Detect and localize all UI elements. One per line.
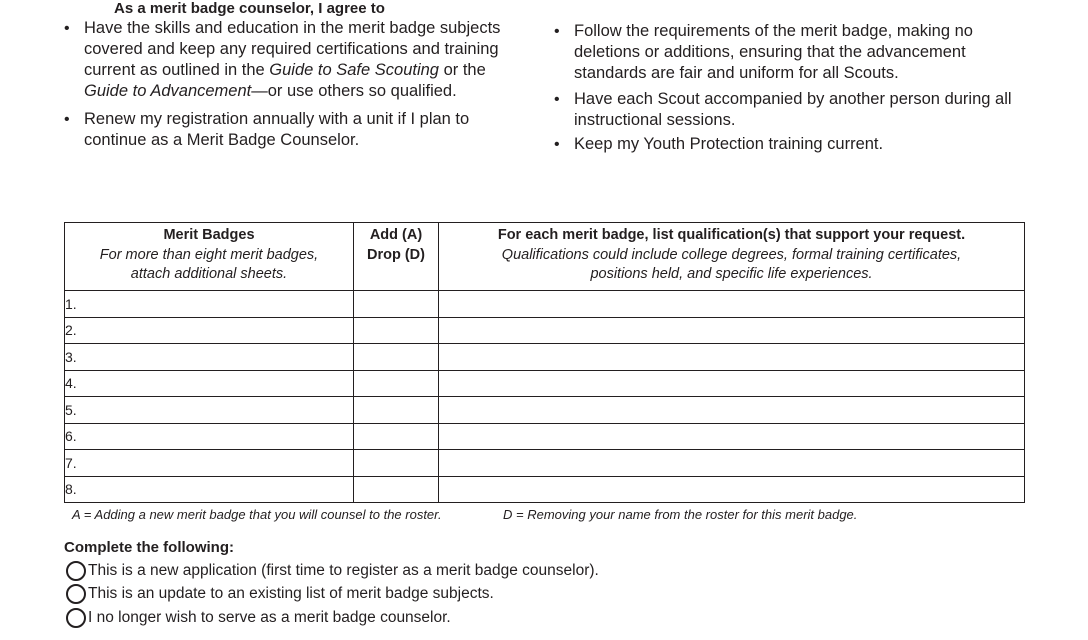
merit-badges-header: [65, 223, 354, 291]
radio-circle-icon[interactable]: [66, 608, 86, 628]
agreement-right-list: [554, 21, 1024, 155]
add-drop-field[interactable]: [354, 317, 439, 344]
qualifications-note-2: positions held, and specific life experiences.: [590, 266, 873, 282]
merit-badge-field[interactable]: 6.: [65, 423, 354, 450]
option-update-list[interactable]: [66, 582, 494, 605]
table-row: [65, 397, 1025, 424]
qualifications-field[interactable]: [439, 397, 1025, 424]
add-drop-header: [354, 223, 439, 291]
radio-circle-icon[interactable]: [66, 561, 86, 581]
option-no-longer-serve[interactable]: [66, 606, 451, 629]
table-row: [65, 450, 1025, 477]
table-row: [65, 423, 1025, 450]
agreement-item-renew: • Renew my registration annually with a unit if I plan to continue as a Merit Badge Counselor.: [64, 109, 524, 151]
add-drop-field[interactable]: [354, 291, 439, 318]
agreement-heading: As a merit badge counselor, I agree to: [114, 0, 385, 17]
complete-following-title: Complete the following:: [64, 539, 234, 556]
merit-badge-field[interactable]: 1.: [65, 291, 354, 318]
guide-safe-scouting-title: Guide to Safe Scouting: [269, 61, 439, 79]
radio-circle-icon[interactable]: [66, 584, 86, 604]
qualifications-field[interactable]: [439, 423, 1025, 450]
merit-badge-field[interactable]: 2.: [65, 317, 354, 344]
agreement-item-accompanied: • Have each Scout accompanied by another person during all instructional sessions.: [554, 89, 1024, 131]
add-drop-field[interactable]: [354, 344, 439, 371]
merit-badges-note-2: attach additional sheets.: [130, 266, 288, 282]
option-new-application[interactable]: [66, 559, 599, 582]
qualifications-field[interactable]: [439, 370, 1025, 397]
table-row: [65, 317, 1025, 344]
merit-badge-field[interactable]: 5.: [65, 397, 354, 424]
qualifications-note-1: Qualifications could include college degrees, formal training certificates,: [501, 246, 962, 263]
option-label: This is a new application (first time to register as a merit badge counselor).: [88, 561, 599, 579]
table-row: [65, 344, 1025, 371]
legend-drop: D = Removing your name from the roster for this merit badge.: [503, 507, 858, 522]
agreement-item-skills: [64, 18, 524, 102]
merit-badges-note-1: For more than eight merit badges,: [99, 246, 319, 263]
table-row: [65, 291, 1025, 318]
add-drop-field[interactable]: [354, 397, 439, 424]
merit-badge-table: [64, 222, 1025, 503]
merit-badge-field[interactable]: 8.: [65, 476, 354, 503]
add-drop-field[interactable]: [354, 370, 439, 397]
qualifications-title: For each merit badge, list qualification(s) that support your request.: [497, 227, 966, 243]
agreement-item-follow-requirements: • Follow the requirements of the merit badge, making no deletions or additions, ensuring that the advancement standards are fair and uniform for all Scouts.: [554, 21, 1024, 84]
merit-badge-field[interactable]: 3.: [65, 344, 354, 371]
option-label: This is an update to an existing list of merit badge subjects.: [88, 584, 494, 602]
qualifications-field[interactable]: [439, 450, 1025, 477]
add-drop-field[interactable]: [354, 423, 439, 450]
merit-badge-field[interactable]: 7.: [65, 450, 354, 477]
add-drop-field[interactable]: [354, 476, 439, 503]
qualifications-field[interactable]: [439, 317, 1025, 344]
qualifications-header: [439, 223, 1025, 291]
qualifications-field[interactable]: [439, 291, 1025, 318]
option-label: I no longer wish to serve as a merit badge counselor.: [88, 608, 451, 626]
qualifications-field[interactable]: [439, 344, 1025, 371]
agreement-item-text: Have the skills and education in the merit badge subjects covered and keep any required certifications and training current as outlined in the: [84, 19, 501, 79]
agreement-left-list: [64, 18, 524, 151]
drop-label: Drop (D): [367, 246, 425, 263]
guide-advancement-title: Guide to Advancement: [84, 82, 252, 100]
agreement-item-youth-protection: • Keep my Youth Protection training current.: [554, 134, 1024, 155]
table-header-row: [65, 223, 1025, 291]
merit-badges-title: Merit Badges: [163, 227, 255, 243]
merit-badge-field[interactable]: 4.: [65, 370, 354, 397]
table-row: [65, 476, 1025, 503]
table-row: [65, 370, 1025, 397]
add-label: Add (A): [369, 227, 423, 243]
agreement-item-text: or the: [438, 61, 486, 79]
agreement-item-text: —or use others so qualified.: [251, 82, 457, 100]
qualifications-field[interactable]: [439, 476, 1025, 503]
add-drop-field[interactable]: [354, 450, 439, 477]
legend-add: A = Adding a new merit badge that you will counsel to the roster.: [72, 507, 442, 522]
